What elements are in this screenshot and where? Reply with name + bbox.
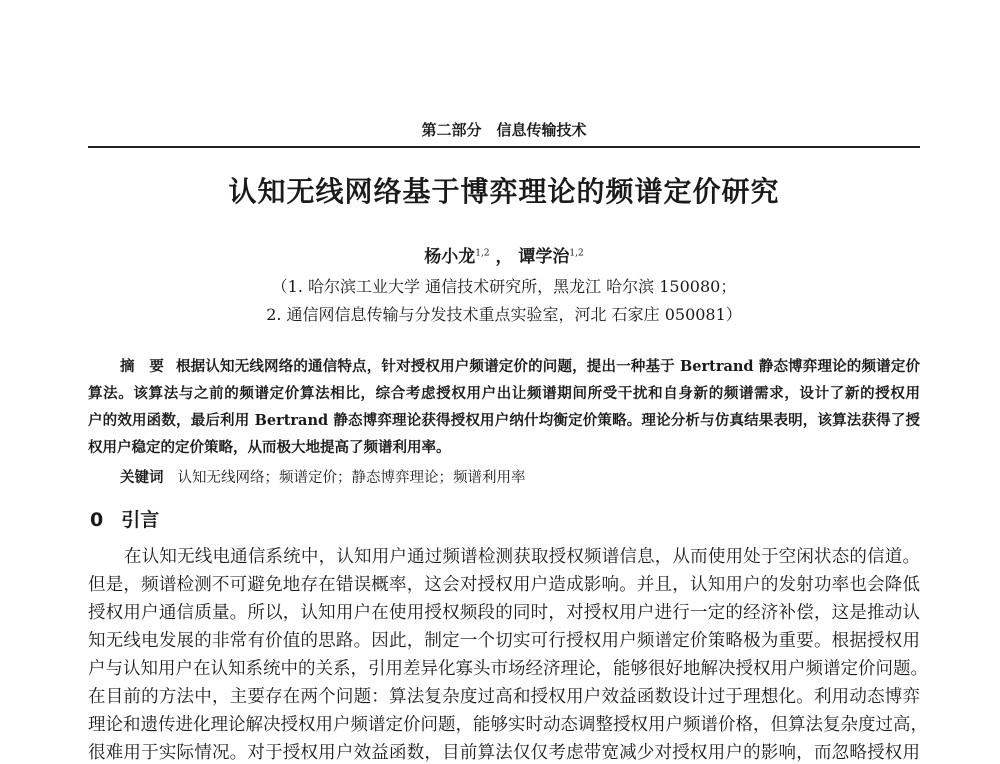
section-heading <box>90 505 177 532</box>
body-line: 但是，频谱检测不可避免地存在错误概率，这会对授权用户造成影响。并且，认知用户的发射功率也会降低 <box>88 575 920 595</box>
author-affiliation-mark: 1,2 <box>569 248 584 259</box>
body-line: 知无线电发展的非常有价值的思路。因此，制定一个切实可行授权用户频谱定价策略极为重要。根据授权用 <box>88 631 920 651</box>
abstract-label: 摘 要 <box>120 358 165 375</box>
body-line: 在目前的方法中，主要存在两个问题：算法复杂度过高和授权用户效益函数设计过于理想化。利用动态博弈 <box>88 687 920 707</box>
paper-title: 认知无线网络基于博弈理论的频谱定价研究 <box>228 175 780 208</box>
author-name: 杨小龙 <box>424 247 476 267</box>
author-name: 谭学治 <box>518 247 570 267</box>
abstract-line: 算法。该算法与之前的频谱定价算法相比，综合考虑授权用户出让频谱期间所受干扰和自身新的频谱需求，设计了新的授权用 <box>88 385 920 402</box>
keywords-label: 关键词 <box>120 469 164 486</box>
keywords-text: 认知无线网络；频谱定价；静态博弈理论；频谱利用率 <box>177 470 526 486</box>
body-line: 很难用于实际情况。对于授权用户效益函数，目前算法仅仅考虑带宽减少对授权用户的影响，而忽略授权用 <box>88 743 920 763</box>
body-line: 授权用户通信质量。所以，认知用户在使用授权频段的同时，对授权用户进行一定的经济补偿，这是推动认 <box>88 603 920 623</box>
author-separator: ， <box>495 247 513 267</box>
abstract-line: 权用户稳定的定价策略，从而极大地提高了频谱利用率。 <box>88 439 451 456</box>
section-title: 引言 <box>121 509 160 531</box>
body-line: 户与认知用户在认知系统中的关系，引用差异化寡头市场经济理论，能够很好地解决授权用户频谱定价问题。 <box>88 659 928 679</box>
abstract-line: 摘 要 根据认知无线网络的通信特点，针对授权用户频谱定价的问题，提出一种基于 Bertrand 静态博弈理论的频谱定价 <box>120 358 920 375</box>
running-header: 第二部分 信息传输技术 <box>421 121 587 139</box>
keywords <box>120 466 526 487</box>
abstract-line: 户的效用函数，最后利用 Bertrand 静态博弈理论获得授权用户纳什均衡定价策略。理论分析与仿真结果表明，该算法获得了授 <box>88 412 920 429</box>
authors <box>88 242 920 267</box>
body-line: 理论和遗传进化理论解决授权用户频谱定价问题，能够实时动态调整授权用户频谱价格，但算法复杂度过高， <box>88 715 928 735</box>
header-rule <box>88 146 920 148</box>
author-affiliation-mark: 1,2 <box>475 248 490 259</box>
affiliation: （1. 哈尔滨工业大学 通信技术研究所，黑龙江 哈尔滨 150080； <box>271 277 737 296</box>
body-line: 在认知无线电通信系统中，认知用户通过频谱检测获取授权频谱信息，从而使用处于空闲状态的信道。 <box>124 547 920 567</box>
section-number: 0 <box>90 509 104 531</box>
affiliation: 2. 通信网信息传输与分发技术重点实验室，河北 石家庄 050081） <box>266 305 742 324</box>
